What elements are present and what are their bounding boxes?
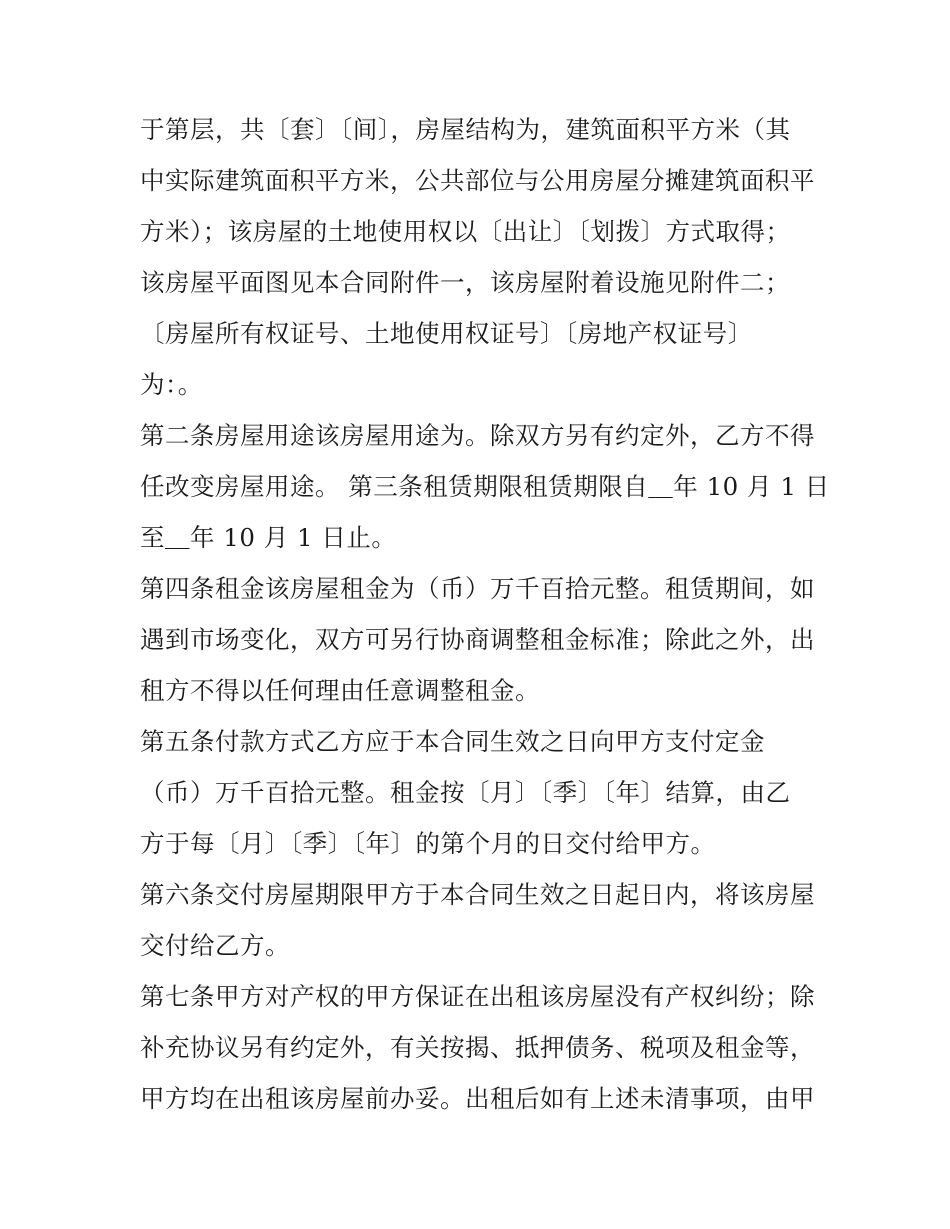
text-line: 第四条租金该房屋租金为（币）万千百拾元整。租赁期间，如 [140, 574, 815, 603]
text-line: 第六条交付房屋期限甲方于本合同生效之日起日内，将该房屋 [140, 880, 815, 909]
text-line: 该房屋平面图见本合同附件一，该房屋附着设施见附件二； [140, 268, 790, 297]
text-line: 第七条甲方对产权的甲方保证在出租该房屋没有产权纠纷；除 [140, 982, 815, 1011]
text-line: 方米）；该房屋的土地使用权以〔出让〕〔划拨〕方式取得； [140, 217, 791, 246]
text-line: 租方不得以任何理由任意调整租金。 [140, 676, 540, 705]
text-line: 任改变房屋用途。 第三条租赁期限租赁期限自＿年 10 月 1 日 [140, 472, 830, 501]
text-line: 第五条付款方式乙方应于本合同生效之日向甲方支付定金 [140, 727, 765, 756]
text-line: 于第层，共〔套〕〔间〕，房屋结构为，建筑面积平方米（其 [140, 115, 791, 144]
text-line: 第二条房屋用途该房屋用途为。除双方另有约定外，乙方不得 [140, 421, 815, 450]
text-line: 方于每〔月〕〔季〕〔年〕的第个月的日交付给甲方。 [140, 829, 716, 858]
text-line: 为：。 [140, 370, 203, 399]
text-line: 遇到市场变化，双方可另行协商调整租金标准；除此之外，出 [140, 625, 815, 654]
text-line: （币）万千百拾元整。租金按〔月〕〔季〕〔年〕结算，由乙 [140, 778, 791, 807]
text-line: 至＿年 10 月 1 日止。 [140, 523, 397, 552]
text-line: 补充协议另有约定外，有关按揭、抵押债务、税项及租金等， [140, 1033, 815, 1062]
text-line: 中实际建筑面积平方米，公共部位与公用房屋分摊建筑面积平 [140, 166, 815, 195]
text-line: 甲方均在出租该房屋前办妥。出租后如有上述未清事项，由甲 [140, 1084, 815, 1113]
text-line: 〔房屋所有权证号、土地使用权证号〕〔房地产权证号〕 [140, 319, 753, 348]
text-line: 交付给乙方。 [140, 931, 290, 960]
